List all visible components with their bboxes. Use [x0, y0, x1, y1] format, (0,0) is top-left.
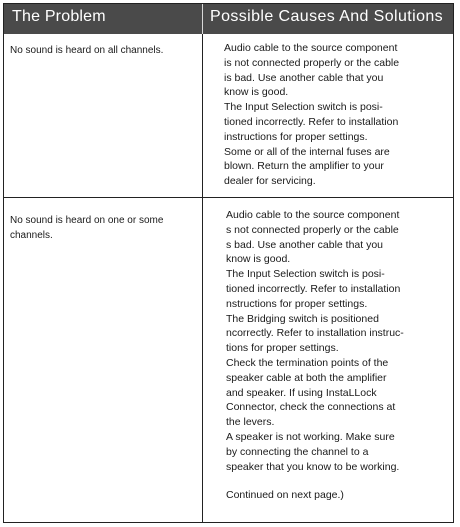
row1-solution-line: tioned incorrectly. Refer to installation — [224, 115, 399, 128]
row2-problem-line: No sound is heard on one or some — [10, 215, 164, 226]
row1-solution-line: dealer for servicing. — [224, 175, 316, 188]
row2-solution-line: The Bridging switch is positioned — [226, 312, 379, 325]
row2-solution-line: by connecting the channel to a — [226, 445, 369, 458]
row2-solution-line: s not connected properly or the cable — [226, 223, 399, 236]
row1-solution-line: is not connected properly or the cable — [224, 56, 400, 69]
row2-solution-line: tioned incorrectly. Refer to installation — [226, 282, 401, 295]
row2-solution-line: Connector, check the connections at — [226, 401, 396, 414]
row1-solution-line: is bad. Use another cable that you — [224, 71, 384, 84]
row2-solution-line: speaker that you know to be working. — [226, 460, 400, 473]
row1-problem: No sound is heard on all channels. — [10, 45, 164, 56]
continued-note: Continued on next page.) — [226, 489, 344, 502]
row2-solution-line: s bad. Use another cable that you — [226, 238, 384, 251]
row2-solution-line: and speaker. If using InstaLLock — [226, 386, 377, 399]
row1-solution-line: The Input Selection switch is posi- — [224, 101, 383, 114]
column-divider — [202, 34, 203, 523]
row2-solution-line: nstructions for proper settings. — [226, 297, 368, 310]
row2-solution-line: Check the termination points of the — [226, 356, 389, 369]
header-solutions: Possible Causes And Solutions — [210, 8, 444, 25]
table-header — [4, 4, 453, 34]
row1-solution-line: Some or all of the internal fuses are — [224, 145, 390, 158]
row2-solution-line: Audio cable to the source component — [226, 209, 400, 221]
row2-solution-line: A speaker is not working. Make sure — [226, 430, 395, 443]
spacer — [226, 474, 452, 488]
header-divider — [202, 4, 203, 34]
row2-solutions — [226, 208, 452, 503]
row2-solution-line: the levers. — [226, 416, 275, 429]
row1-solution-line: know is good. — [224, 86, 289, 99]
row2-solution-line: ncorrectly. Refer to installation instruc- — [226, 327, 404, 340]
row2-solution-line: know is good. — [226, 253, 291, 266]
row1-solution-line: Audio cable to the source component — [224, 42, 398, 54]
row2-solution-line: The Input Selection switch is posi- — [226, 268, 385, 281]
header-problem: The Problem — [12, 8, 106, 25]
row2-solution-line: speaker cable at both the amplifier — [226, 371, 387, 384]
row2-problem — [10, 213, 196, 243]
row2-solution-line: tions for proper settings. — [226, 342, 339, 355]
row2-problem-line: channels. — [10, 230, 53, 241]
row1-solution-line: blown. Return the amplifier to your — [224, 160, 384, 173]
row-divider — [4, 197, 453, 198]
row1-solutions — [224, 41, 450, 189]
row1-solution-line: instructions for proper settings. — [224, 130, 368, 143]
troubleshooting-table — [3, 3, 454, 523]
